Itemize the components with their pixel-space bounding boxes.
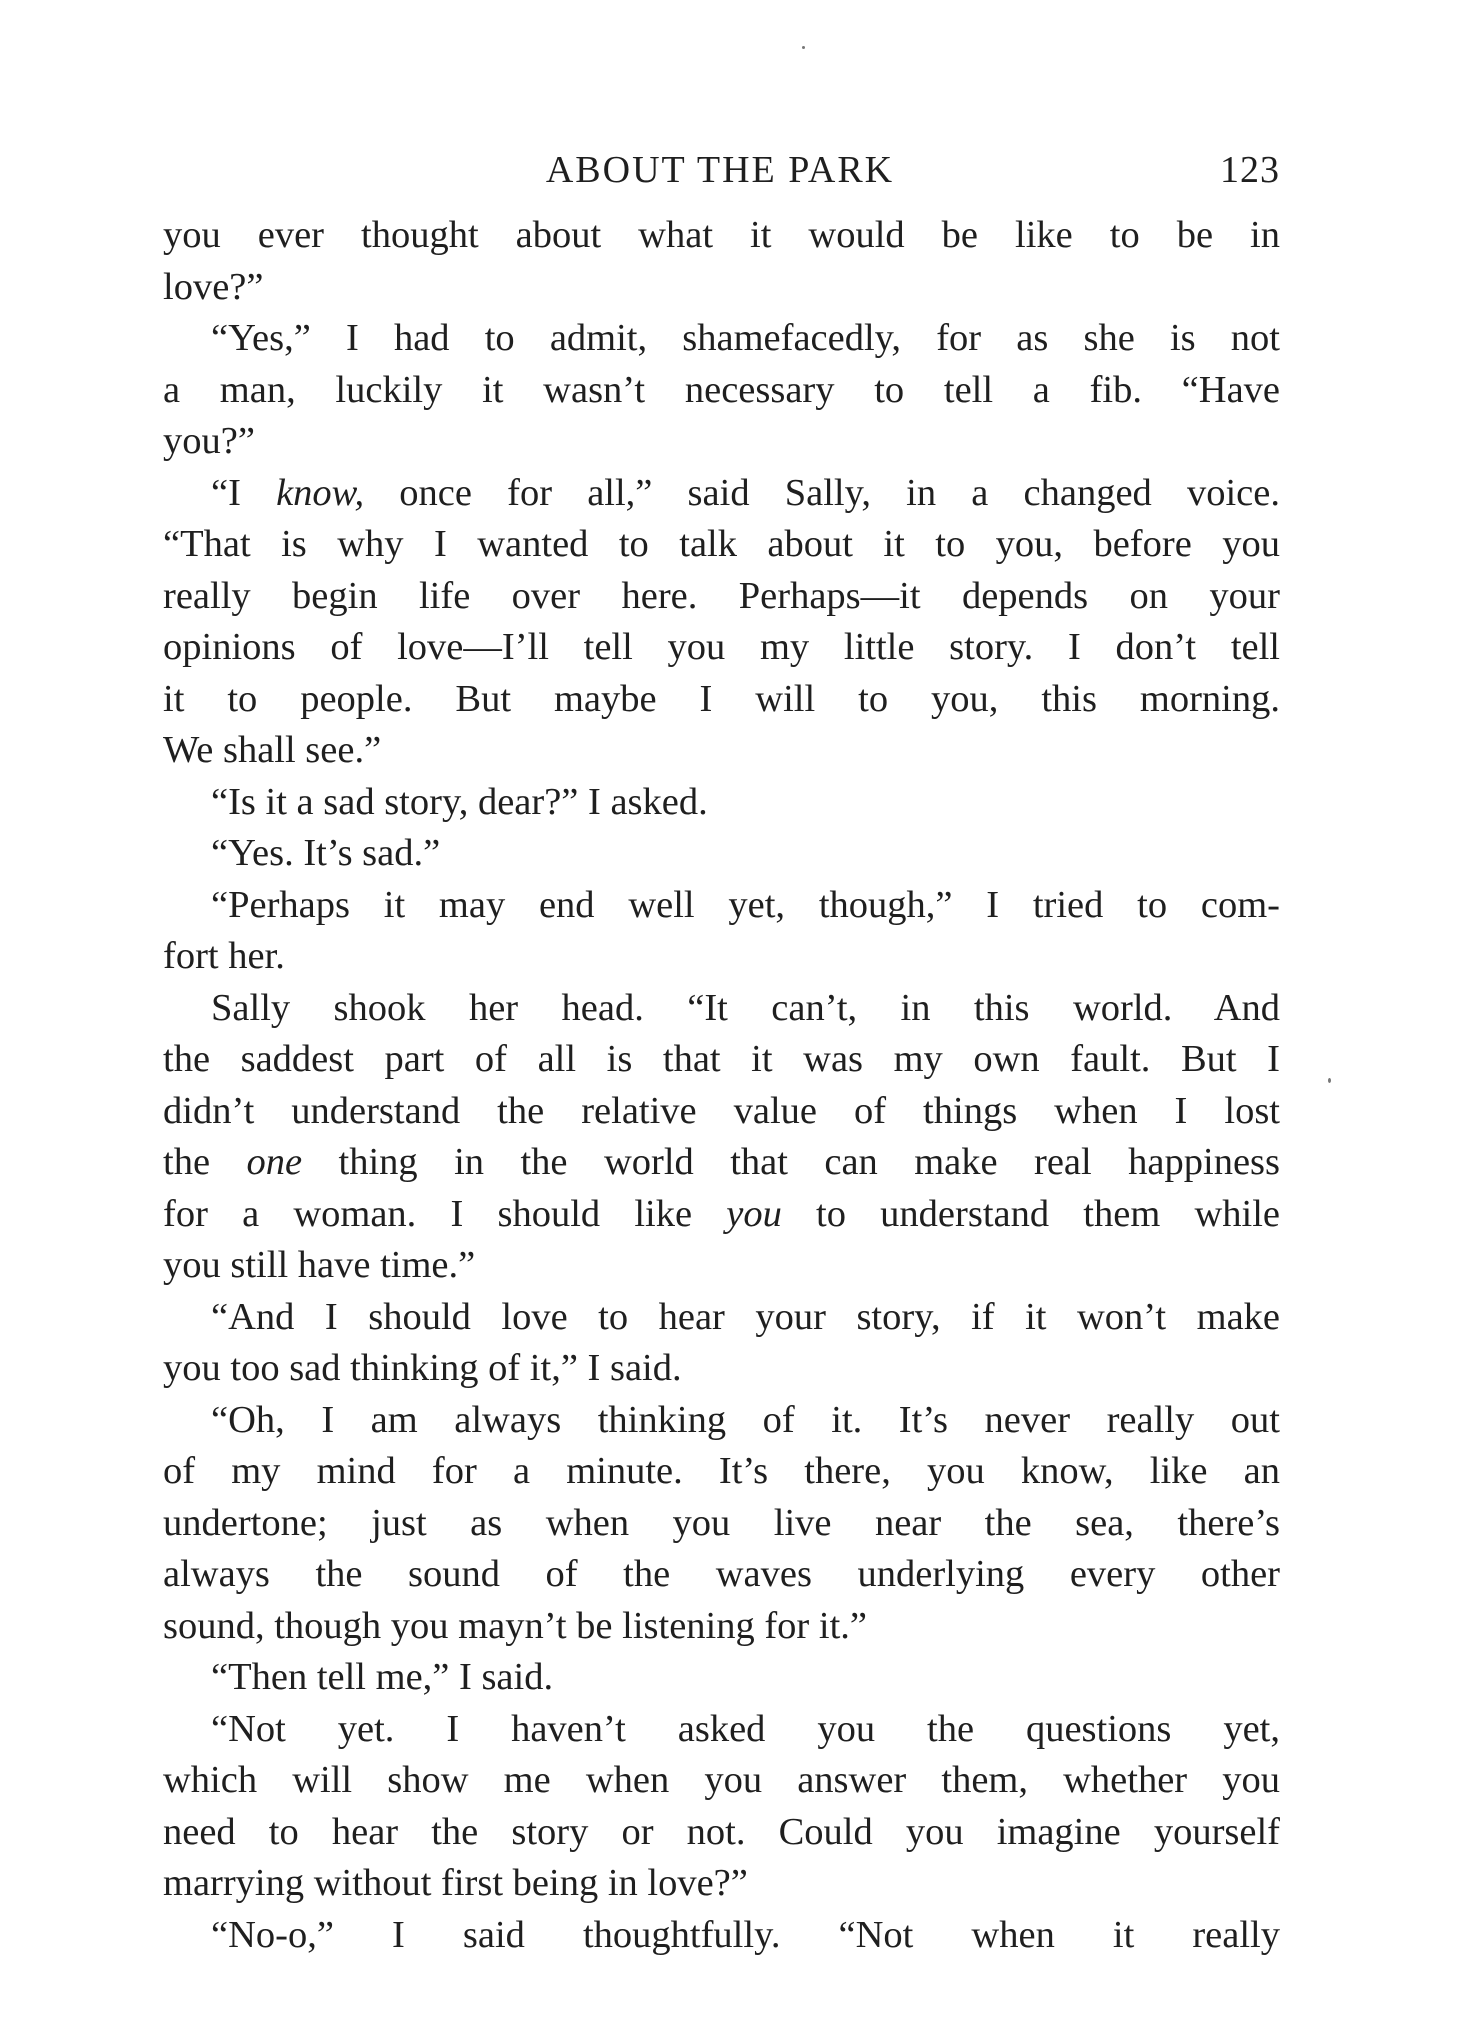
text-line — [163, 1292, 1280, 1344]
text-line — [163, 313, 1280, 365]
text-run: the saddest part of all is that it was my own fault. But I — [163, 1038, 1280, 1080]
text-line — [163, 571, 1280, 623]
text-line — [163, 1858, 1280, 1910]
text-line — [163, 1910, 1280, 1962]
text-run: “And I should love to hear your story, if it won’t make — [211, 1295, 1280, 1338]
text-line — [163, 1034, 1280, 1086]
text-run: of my mind for a minute. It’s there, you know, like an — [163, 1450, 1280, 1492]
text-line — [163, 983, 1280, 1035]
italic-text-run: one — [246, 1141, 303, 1183]
body-text — [163, 210, 1280, 1961]
text-line — [163, 1755, 1280, 1807]
text-line — [163, 262, 1280, 314]
text-run: to understand them while — [781, 1192, 1280, 1235]
text-run: thing in the world that can make real happiness — [302, 1141, 1280, 1183]
text-run: “Oh, I am always thinking of it. It’s never really out — [211, 1398, 1280, 1441]
text-run: Sally shook her head. “It can’t, in this world. And — [211, 986, 1280, 1029]
text-line — [163, 674, 1280, 726]
paper-speck — [1328, 1078, 1331, 1083]
running-head — [160, 140, 1280, 200]
text-run: “I — [211, 471, 277, 514]
text-run: you too sad thinking of it,” I said. — [163, 1347, 682, 1389]
text-line — [163, 1807, 1280, 1859]
text-line — [163, 1601, 1280, 1653]
text-run: “Perhaps it may end well yet, though,” I tried to com- — [211, 883, 1280, 926]
text-run: once for all,” said Sally, in a changed voice. — [364, 471, 1280, 514]
text-run: the — [163, 1141, 247, 1183]
text-run: “That is why I wanted to talk about it to you, before you — [163, 523, 1280, 565]
text-line — [163, 519, 1280, 571]
text-run: you ever thought about what it would be like to be in — [163, 214, 1280, 256]
text-run: “Yes,” I had to admit, shamefacedly, for as she is not — [211, 317, 1280, 359]
text-run: “Then tell me,” I said. — [211, 1656, 554, 1698]
text-run: “Yes. It’s sad.” — [211, 832, 441, 874]
text-line — [163, 1704, 1280, 1756]
italic-text-run: you — [726, 1192, 782, 1235]
text-run: didn’t understand the relative value of things when I lost — [163, 1089, 1280, 1132]
paper-speck — [802, 46, 805, 49]
text-line — [163, 1086, 1280, 1138]
text-run: you?” — [163, 420, 255, 462]
text-line — [163, 365, 1280, 417]
text-line — [163, 1498, 1280, 1550]
text-line — [163, 416, 1280, 468]
text-line — [163, 1240, 1280, 1292]
text-run: love?” — [163, 265, 264, 308]
text-line — [163, 1189, 1280, 1241]
text-line — [163, 828, 1280, 880]
text-line — [163, 1446, 1280, 1498]
text-run: you still have time.” — [163, 1244, 476, 1286]
chapter-title: ABOUT THE PARK — [545, 149, 895, 191]
page-number: 123 — [1220, 149, 1280, 191]
text-line — [163, 777, 1280, 829]
text-run: always the sound of the waves underlying every other — [163, 1553, 1280, 1595]
text-run: a man, luckily it wasn’t necessary to tell a fib. “Have — [163, 368, 1280, 411]
text-line — [163, 725, 1280, 777]
text-line — [163, 1652, 1280, 1704]
text-run: for a woman. I should like — [163, 1192, 727, 1235]
text-run: “Not yet. I haven’t asked you the questions yet, — [211, 1707, 1280, 1750]
text-run: “Is it a sad story, dear?” I asked. — [211, 780, 708, 823]
text-run: opinions of love—I’ll tell you my little story. I don’t tell — [163, 626, 1280, 668]
text-line — [163, 1137, 1280, 1189]
text-run: sound, though you mayn’t be listening for it.” — [163, 1604, 867, 1647]
text-line — [163, 880, 1280, 932]
text-line — [163, 210, 1280, 262]
text-line — [163, 1549, 1280, 1601]
italic-text-run: know, — [276, 471, 365, 514]
text-run: fort her. — [163, 935, 285, 977]
text-line — [163, 468, 1280, 520]
text-run: which will show me when you answer them, whether you — [163, 1759, 1280, 1801]
text-run: really begin life over here. Perhaps—it depends on your — [163, 574, 1280, 617]
text-run: marrying without first being in love?” — [163, 1862, 748, 1904]
text-run: “No-o,” I said thoughtfully. “Not when it really — [211, 1913, 1280, 1956]
text-run: We shall see.” — [163, 729, 382, 771]
text-line — [163, 1395, 1280, 1447]
text-run: need to hear the story or not. Could you imagine yourself — [163, 1810, 1280, 1853]
text-line — [163, 931, 1280, 983]
text-line — [163, 1343, 1280, 1395]
text-run: it to people. But maybe I will to you, this morning. — [163, 677, 1280, 720]
text-run: undertone; just as when you live near the sea, there’s — [163, 1501, 1280, 1544]
text-line — [163, 622, 1280, 674]
